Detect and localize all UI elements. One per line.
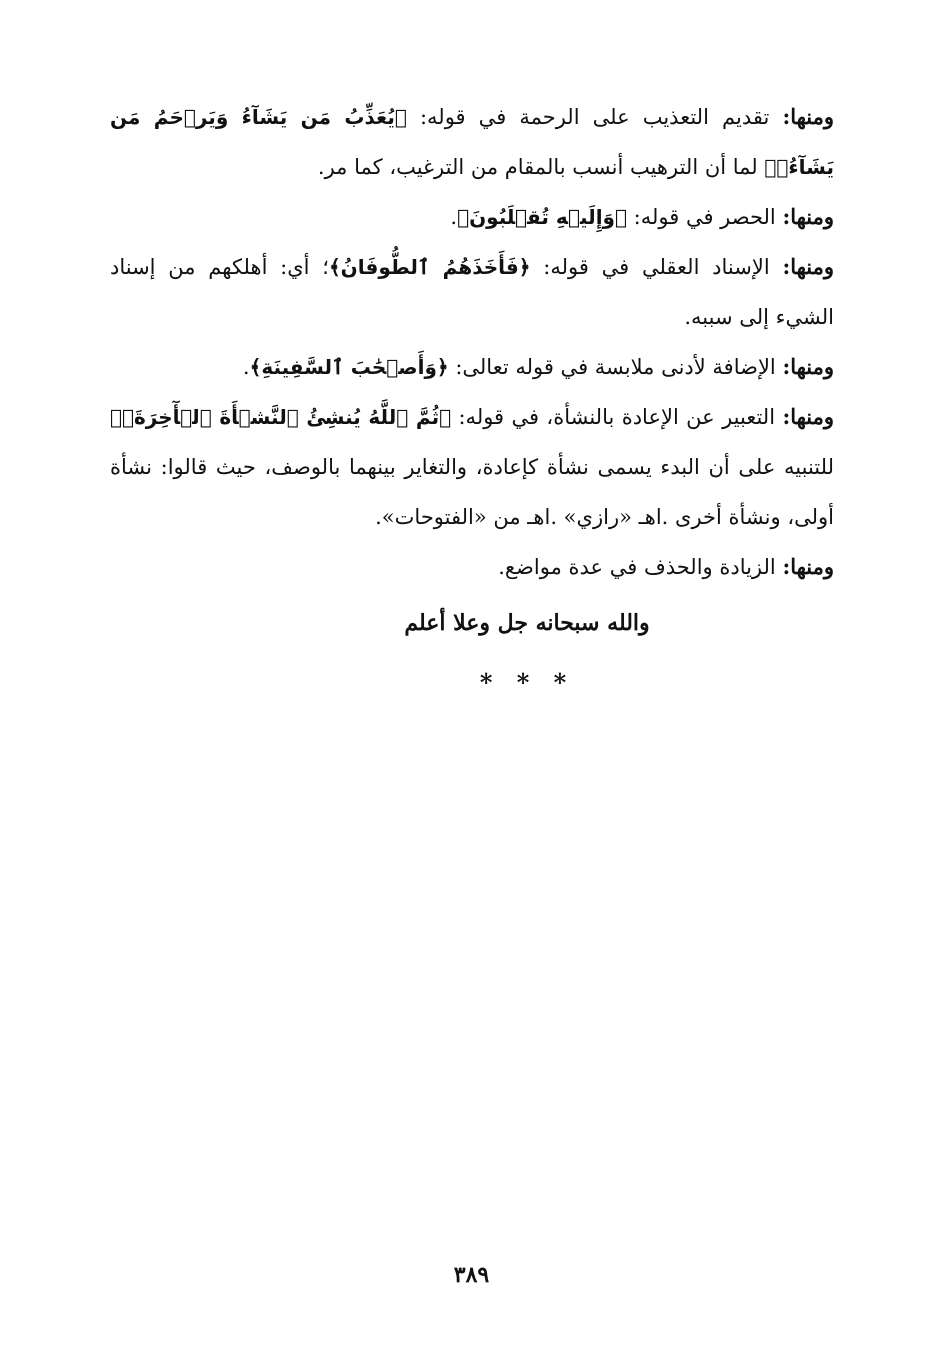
paragraph-3 [110, 242, 834, 342]
paragraph-2 [110, 192, 834, 242]
paragraph-4 [110, 342, 834, 392]
paragraph-text: الإضافة لأدنى ملابسة في قوله تعالى: [448, 355, 783, 379]
quran-quote: ﴿ثُمَّ ٱللَّهُ يُنشِئُ ٱلنَّشۡأَةَ ٱلۡأٓخِرَةَۚ﴾ [110, 405, 452, 429]
page-number: ٣٨٩ [453, 1262, 490, 1288]
paragraph-lead: ومنها: [782, 254, 834, 279]
quran-quote: ﴿وَأَصۡحَٰبَ ٱلسَّفِينَةِ﴾ [249, 355, 449, 379]
paragraph-text: ؛ أي: أهلكهم من إسناد الشيء إلى سببه. [110, 255, 834, 329]
paragraph-text: الإسناد العقلي في قوله: [530, 255, 783, 279]
paragraph-lead: ومنها: [782, 554, 834, 579]
paragraph-lead: ومنها: [782, 204, 834, 229]
quran-quote: ﴿يُعَذِّبُ مَن يَشَآءُ وَيَرۡحَمُ مَن يَشَآءُۖ﴾ [110, 105, 834, 179]
section-separator: * * * [479, 668, 575, 697]
paragraph-text: الزيادة والحذف في عدة مواضع. [498, 555, 783, 579]
paragraph-text: الحصر في قوله: [626, 205, 783, 229]
paragraph-text: تقديم التعذيب على الرحمة في قوله: [406, 105, 783, 129]
quran-quote: ﴿وَإِلَيۡهِ تُقۡلَبُونَ﴾ [457, 205, 627, 229]
paragraph-lead: ومنها: [782, 354, 834, 379]
paragraph-text: لما أن الترهيب أنسب بالمقام من الترغيب، كما مر. [317, 155, 765, 179]
page-body [110, 92, 834, 708]
paragraph-6 [110, 542, 834, 592]
paragraph-text: التعبير عن الإعادة بالنشأة، في قوله: [451, 405, 783, 429]
paragraph-text: . [450, 205, 458, 229]
paragraph-lead: ومنها: [782, 104, 834, 129]
paragraph-text: للتنبيه على أن البدء يسمى نشأة كإعادة، والتغاير بينهما بالوصف، حيث قالوا: نشأة أولى، ونشأة أخرى .اهـ «رازي» .اهـ من «الفتوحات». [110, 455, 834, 529]
quran-quote: ﴿فَأَخَذَهُمُ ٱلطُّوفَانُ﴾ [328, 255, 531, 279]
closing-line: والله سبحانه جل وعلا أعلم [404, 610, 650, 636]
paragraph-lead: ومنها: [782, 404, 834, 429]
paragraph-1 [110, 92, 834, 192]
paragraph-text: . [242, 355, 250, 379]
paragraph-5 [110, 392, 834, 542]
